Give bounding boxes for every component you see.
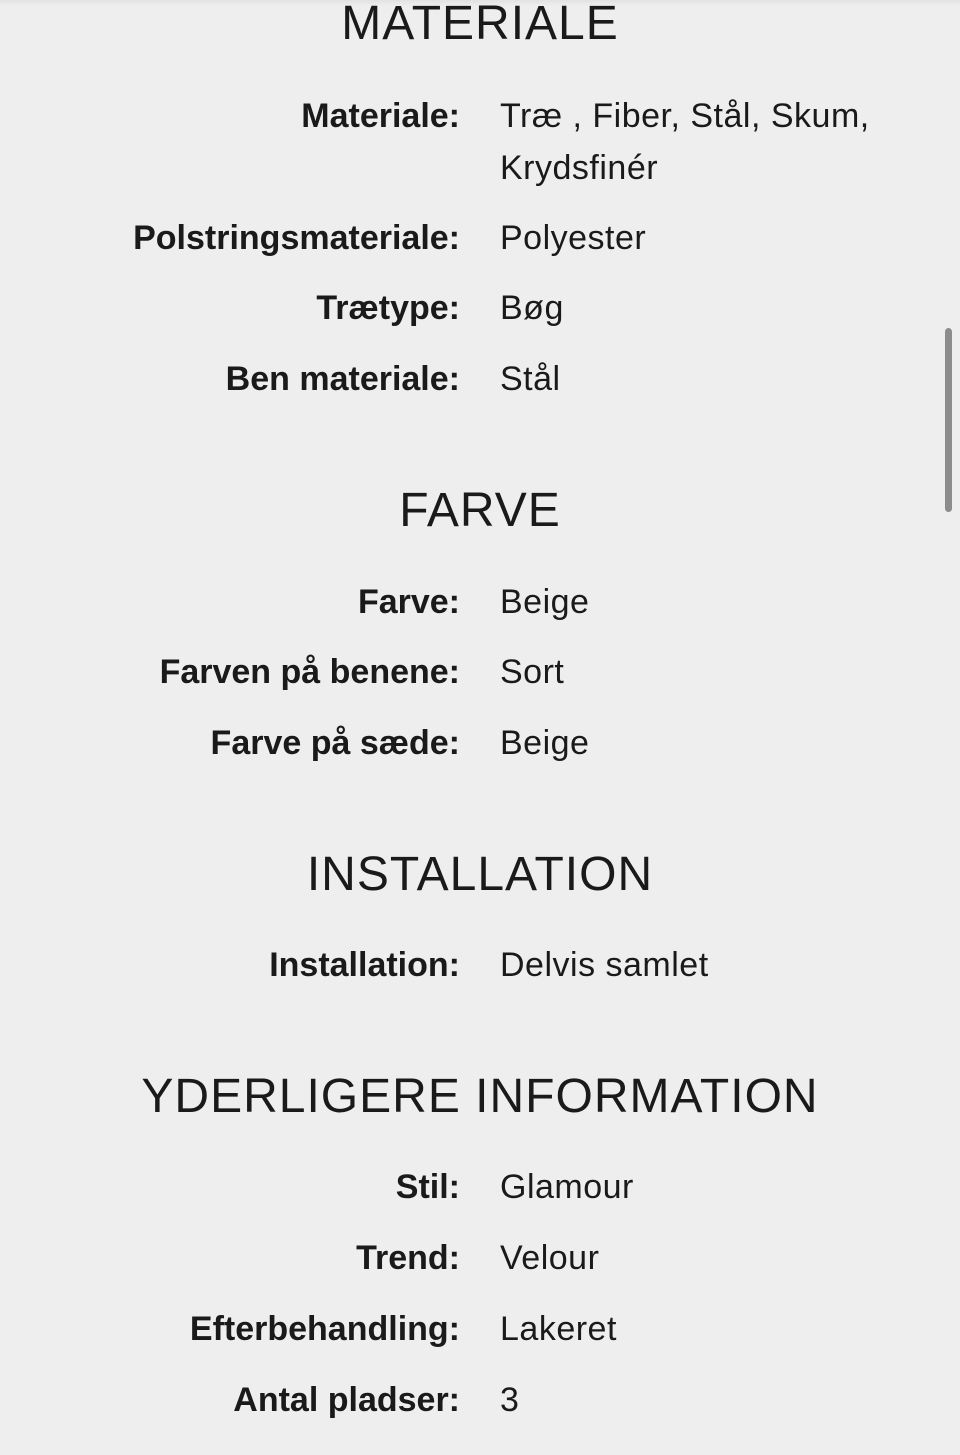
- section-title-installation: INSTALLATION: [306, 848, 654, 901]
- spec-value: Træ , Fiber, Stål, Skum, Krydsfinér: [500, 97, 870, 187]
- spec-value: Beige: [500, 583, 590, 621]
- spec-label: Installation:: [269, 946, 460, 984]
- spec-label: Farven på benene:: [159, 653, 460, 691]
- spec-label: Antal pladser:: [233, 1381, 460, 1419]
- spec-label: Materiale:: [301, 97, 460, 135]
- spec-value: Polyester: [500, 219, 647, 257]
- spec-label: Stil:: [395, 1168, 460, 1206]
- spec-label: Farve:: [357, 583, 460, 621]
- vertical-scrollbar-thumb[interactable]: [945, 328, 952, 512]
- spec-label: Efterbehandling:: [189, 1310, 460, 1348]
- spec-label: Ben materiale:: [225, 360, 460, 398]
- section-title-farve: FARVE: [399, 484, 561, 537]
- spec-value: Delvis samlet: [500, 946, 709, 984]
- spec-value: Stål: [500, 360, 561, 398]
- section-title-yderligere-information: YDERLIGERE INFORMATION: [141, 1070, 819, 1123]
- spec-value: Sort: [500, 653, 565, 691]
- spec-label: Trætype:: [316, 289, 460, 327]
- section-title-materiale: MATERIALE: [341, 0, 619, 50]
- spec-label: Polstringsmateriale:: [133, 219, 460, 257]
- spec-value: Lakeret: [500, 1310, 617, 1348]
- spec-label: Farve på sæde:: [210, 724, 460, 762]
- spec-value: 3: [500, 1381, 520, 1419]
- spec-value: Bøg: [500, 289, 564, 327]
- spec-value: Glamour: [500, 1168, 634, 1206]
- spec-value: Beige: [500, 724, 590, 762]
- spec-value: Velour: [500, 1239, 600, 1277]
- spec-label: Trend:: [356, 1239, 460, 1277]
